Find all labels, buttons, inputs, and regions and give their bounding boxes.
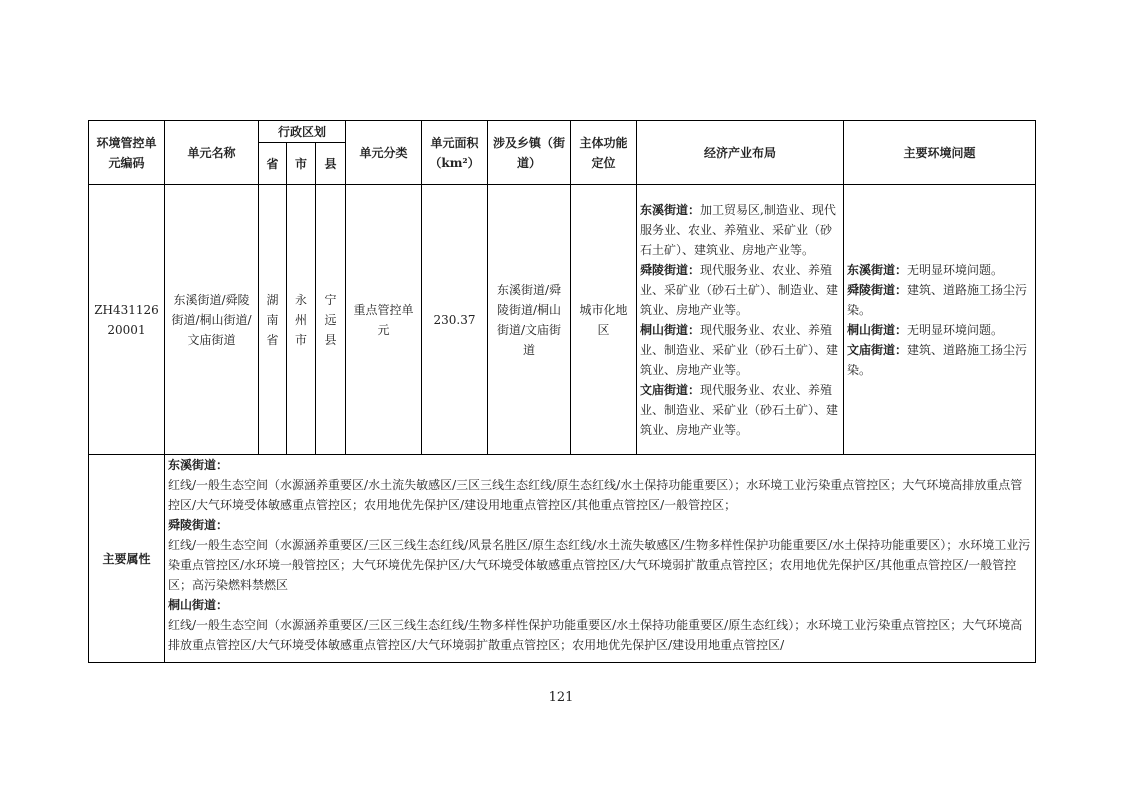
issue-item-title: 东溪街道： — [847, 262, 908, 277]
economy-item-text: 现代服务业、农业、养殖业、采矿业（砂石土矿）、制造业、建筑业、房地产业等。 — [640, 262, 839, 317]
header-province: 省 — [259, 143, 287, 185]
header-area: 单元面积（km²） — [422, 121, 488, 185]
header-admin: 行政区划 — [259, 121, 346, 143]
economy-item-shunling — [640, 260, 840, 320]
cell-province — [259, 185, 287, 455]
towns-value: 东溪街道/舜陵街道/桐山街道/文庙街道 — [497, 282, 562, 357]
header-code: 环境管控单元编码 — [89, 121, 165, 185]
attr-section-title: 舜陵街道： — [168, 518, 229, 532]
attr-section-title: 东溪街道： — [168, 458, 229, 472]
control-unit-table — [88, 120, 1036, 663]
attr-section-title: 桐山街道： — [168, 598, 229, 612]
header-category: 单元分类 — [346, 121, 422, 185]
attr-section-text: 红线/一般生态空间（水源涵养重要区/水土流失敏感区/三区三线生态红线/原生态红线/水土保持功能重要区）；水环境工业污染重点管控区；大气环境高排放重点管控区/大气环境受体敏感重点管控区；农用地优先保护区/建设用地重点管控区/其他重点管控区/一般管控区； — [168, 478, 1023, 512]
category-value: 重点管控单元 — [353, 302, 414, 337]
unit-code: ZH43112620001 — [94, 302, 159, 337]
attributes-label: 主要属性 — [89, 455, 165, 663]
attr-section-text: 红线/一般生态空间（水源涵养重要区/三区三线生态红线/生物多样性保护功能重要区/水土保持功能重要区/原生态红线）；水环境工业污染重点管控区；大气环境高排放重点管控区/大气环境受体敏感重点管控区/大气环境弱扩散重点管控区；农用地优先保护区/建设用地重点管控区/ — [168, 618, 1023, 652]
function-value: 城市化地区 — [579, 302, 628, 337]
province-value: 湖南省 — [266, 292, 279, 347]
issue-item-wenmiao — [847, 340, 1032, 380]
cell-county — [316, 185, 346, 455]
attributes-content — [165, 455, 1036, 663]
cell-function — [571, 185, 637, 455]
economy-item-title: 东溪街道： — [640, 202, 701, 217]
issue-item-dongxi — [847, 260, 1032, 280]
header-function: 主体功能定位 — [571, 121, 637, 185]
cell-code — [89, 185, 165, 455]
cell-issues — [844, 185, 1036, 455]
economy-item-title: 文庙街道： — [640, 382, 701, 397]
area-value: 230.37 — [433, 312, 476, 327]
cell-city — [287, 185, 316, 455]
issue-item-tongshan — [847, 320, 1032, 340]
issue-item-text: 建筑、道路施工扬尘污染。 — [847, 342, 1028, 377]
economy-item-text: 加工贸易区,制造业、现代服务业、农业、养殖业、采矿业（砂石土矿）、建筑业、房地产业等。 — [640, 202, 836, 257]
header-county: 县 — [316, 143, 346, 185]
header-name: 单元名称 — [165, 121, 259, 185]
cell-towns — [488, 185, 571, 455]
economy-item-wenmiao — [640, 380, 840, 440]
attr-section-text: 红线/一般生态空间（水源涵养重要区/三区三线生态红线/风景名胜区/原生态红线/水土流失敏感区/生物多样性保护功能重要区/水土保持功能重要区）；水环境工业污染重点管控区/水环境一般管控区；大气环境优先保护区/大气环境受体敏感重点管控区/大气环境弱扩散重点管控区；农用地优先保护区/其他重点管控区/一般管控区；高污染燃料禁燃区 — [168, 538, 1031, 592]
cell-area — [422, 185, 488, 455]
economy-item-text: 现代服务业、农业、养殖业、制造业、采矿业（砂石土矿）、建筑业、房地产业等。 — [640, 382, 839, 437]
economy-item-tongshan — [640, 320, 840, 380]
cell-category — [346, 185, 422, 455]
issue-item-title: 文庙街道： — [847, 342, 908, 357]
header-issues: 主要环境问题 — [844, 121, 1036, 185]
issue-item-text: 无明显环境问题。 — [907, 262, 1004, 277]
issue-item-title: 桐山街道： — [847, 322, 908, 337]
cell-economy — [637, 185, 844, 455]
issue-item-text: 无明显环境问题。 — [907, 322, 1004, 337]
city-value: 永州市 — [294, 292, 307, 347]
header-city: 市 — [287, 143, 316, 185]
issue-item-text: 建筑、道路施工扬尘污染。 — [847, 282, 1028, 317]
page-number: 121 — [548, 690, 574, 705]
county-value: 宁远县 — [324, 292, 337, 347]
economy-item-text: 现代服务业、农业、养殖业、制造业、采矿业（砂石土矿）、建筑业、房地产业等。 — [640, 322, 839, 377]
unit-name: 东溪街道/舜陵街道/桐山街道/文庙街道 — [171, 292, 252, 347]
header-towns: 涉及乡镇（街道） — [488, 121, 571, 185]
issue-item-shunling — [847, 280, 1032, 320]
cell-name — [165, 185, 259, 455]
economy-item-title: 桐山街道： — [640, 322, 701, 337]
economy-item-title: 舜陵街道： — [640, 262, 701, 277]
issue-item-title: 舜陵街道： — [847, 282, 908, 297]
economy-item-dongxi — [640, 200, 840, 260]
header-economy: 经济产业布局 — [637, 121, 844, 185]
